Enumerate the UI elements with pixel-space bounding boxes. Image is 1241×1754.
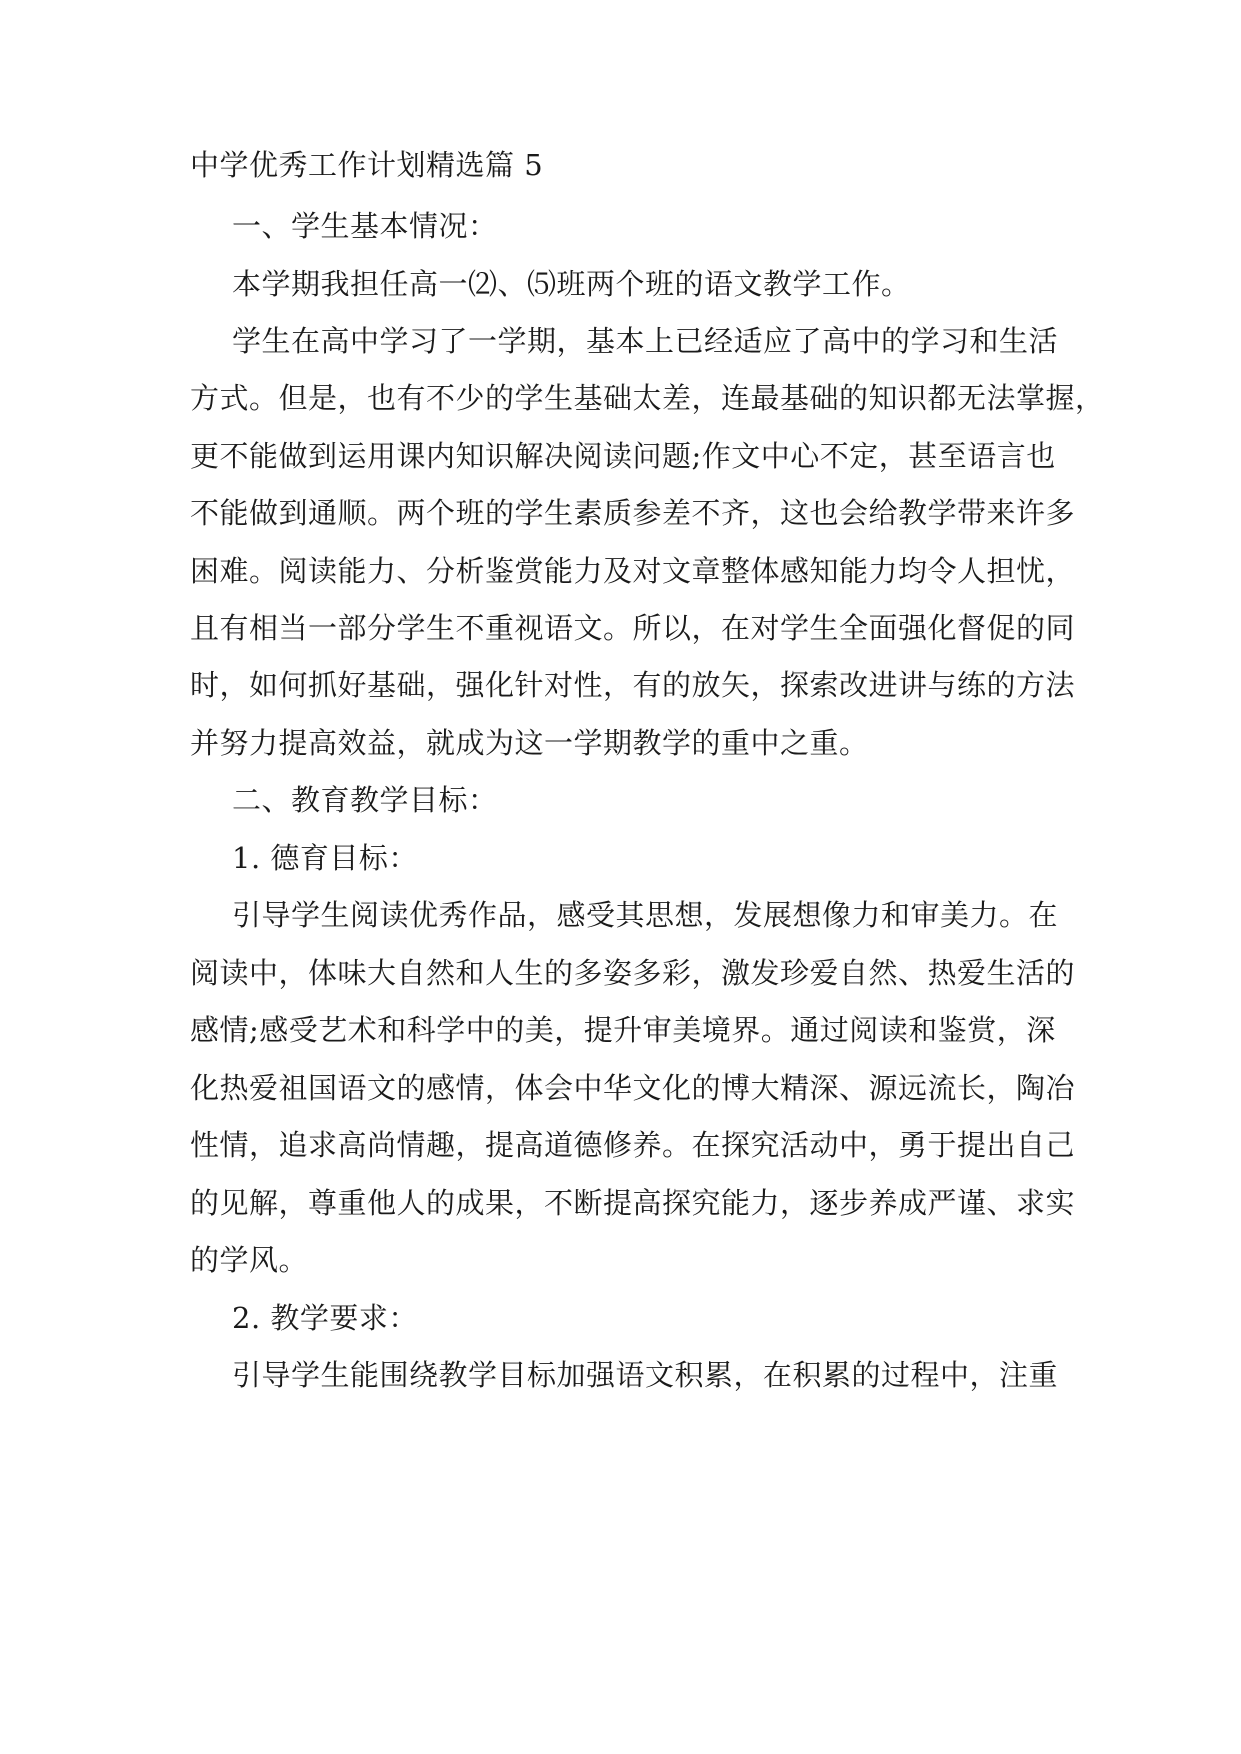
subheading-moral-goals: 1. 德育目标： (232, 841, 418, 875)
section-heading-student-situation: 一、学生基本情况： (232, 209, 498, 243)
paragraph-line: 本学期我担任高一⑵、⑸班两个班的语文教学工作。 (232, 267, 911, 301)
paragraph-line: 不能做到通顺。两个班的学生素质参差不齐，这也会给教学带来许多 (190, 496, 1076, 530)
paragraph-line: 方式。但是，也有不少的学生基础太差，连最基础的知识都无法掌握， (190, 381, 1105, 415)
paragraph-line: 更不能做到运用课内知识解决阅读问题;作文中心不定，甚至语言也 (190, 439, 1056, 473)
paragraph-line: 的见解，尊重他人的成果，不断提高探究能力，逐步养成严谨、求实 (190, 1186, 1076, 1220)
paragraph-line: 的学风。 (190, 1243, 309, 1277)
document-title: 中学优秀工作计划精选篇 5 (190, 148, 544, 182)
paragraph-line: 且有相当一部分学生不重视语文。所以，在对学生全面强化督促的同 (190, 611, 1076, 645)
paragraph-line: 感情;感受艺术和科学中的美，提升审美境界。通过阅读和鉴赏，深 (190, 1013, 1056, 1047)
paragraph-line: 化热爱祖国语文的感情，体会中华文化的博大精深、源远流长，陶冶 (190, 1071, 1076, 1105)
paragraph-line: 并努力提高效益，就成为这一学期教学的重中之重。 (190, 726, 869, 760)
subheading-teaching-requirements: 2. 教学要求： (232, 1301, 418, 1335)
paragraph-line: 时，如何抓好基础，强化针对性，有的放矢，探索改进讲与练的方法 (190, 668, 1076, 702)
paragraph-line: 引导学生阅读优秀作品，感受其思想，发展想像力和审美力。在 (232, 898, 1059, 932)
paragraph-line: 困难。阅读能力、分析鉴赏能力及对文章整体感知能力均令人担忧， (190, 554, 1076, 588)
paragraph-line: 引导学生能围绕教学目标加强语文积累，在积累的过程中，注重 (232, 1358, 1059, 1392)
section-heading-teaching-goals: 二、教育教学目标： (232, 783, 498, 817)
paragraph-line: 阅读中，体味大自然和人生的多姿多彩，激发珍爱自然、热爱生活的 (190, 956, 1076, 990)
paragraph-line: 学生在高中学习了一学期，基本上已经适应了高中的学习和生活 (232, 324, 1059, 358)
paragraph-line: 性情，追求高尚情趣，提高道德修养。在探究活动中，勇于提出自己 (190, 1128, 1076, 1162)
